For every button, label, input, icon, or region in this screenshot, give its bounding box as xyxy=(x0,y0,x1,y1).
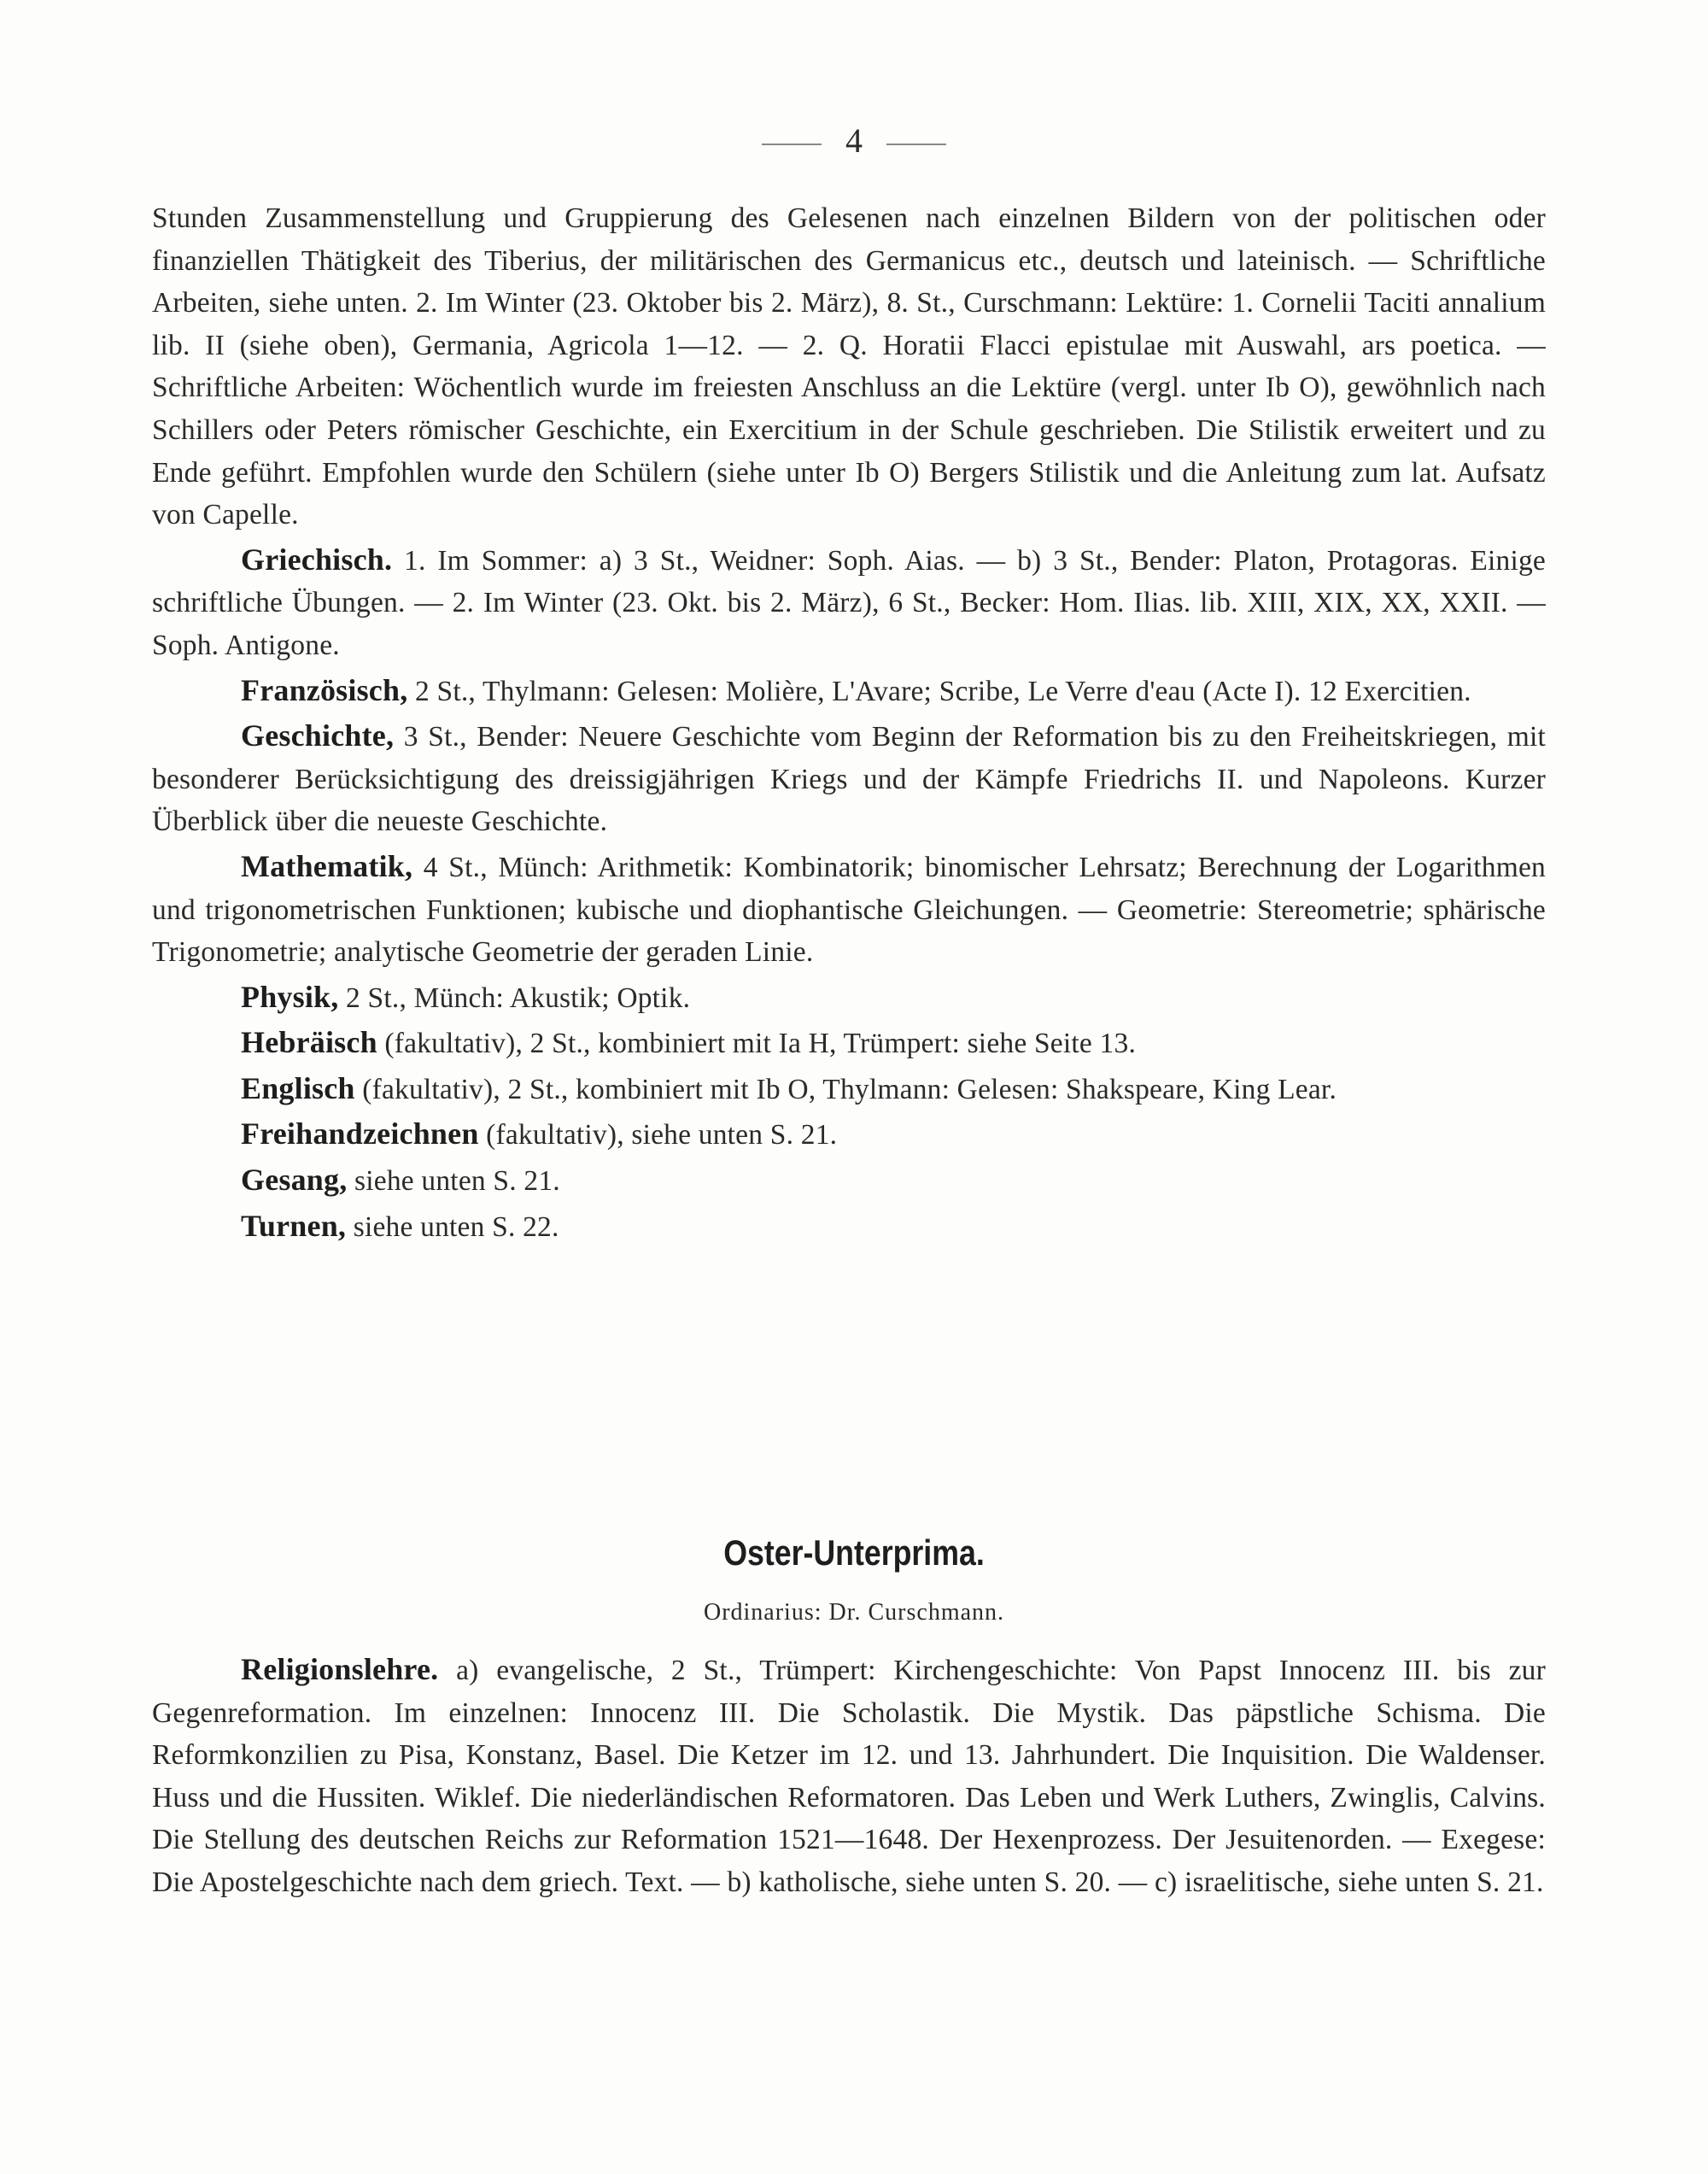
paragraph-freihandzeichnen xyxy=(152,1113,1546,1157)
subject-title: Französisch, xyxy=(241,672,408,707)
section-heading: Oster-Unterprima. xyxy=(723,1532,985,1573)
subject-title: Geschichte, xyxy=(241,718,395,753)
header-rule-right xyxy=(886,144,946,145)
subject-text: (fakultativ), 2 St., kombiniert mit Ib O, Thylmann: Gelesen: Shakspeare, King Lear. xyxy=(362,1073,1337,1105)
subject-title: Physik, xyxy=(241,979,339,1014)
paragraph-turnen xyxy=(152,1205,1546,1249)
paragraph-latin-continuation: Stunden Zusammenstellung und Gruppierung des Gelesenen nach einzelnen Bildern von der politischen oder finanziellen Thätigkeit des Tiberius, der militärischen des Germanicus etc., deutsch und lateinisch. — Schriftliche Arbeiten, siehe unten. 2. Im Winter (23. Oktober bis 2. März), 8. St., Curschmann: Lektüre: 1. Cornelii Taciti annalium lib. II (siehe oben), Germania, Agricola 1—12. — 2. Q. Horatii Flacci epistulae mit Auswahl, ars poetica. — Schriftliche Arbeiten: Wöchentlich wurde im freiesten Anschluss an die Lektüre (vergl. unter Ib O), gewöhnlich nach Schillers oder Peters römischer Geschichte, ein Exercitium in der Schule geschrieben. Die Stilistik erweitert und zu Ende geführt. Empfohlen wurde den Schülern (siehe unter Ib O) Bergers Stilistik und die Anleitung zum lat. Aufsatz von Capelle. xyxy=(152,202,1546,531)
subject-text: siehe unten S. 21. xyxy=(354,1165,560,1198)
subject-text: 4 St., Münch: Arithmetik: Kombinatorik; binomischer Lehrsatz; Berechnung der Logarithmen und trigonometrischen Funktionen; kubische und diophantische Gleichungen. — Geometrie: Stereometrie; sphärische Trigonometrie; analytische Geometrie der geraden Linie. xyxy=(152,851,1546,969)
subject-text: 1. Im Sommer: a) 3 St., Weidner: Soph. Aias. — b) 3 St., Bender: Platon, Protagoras. Einige schriftliche Übungen. — 2. Im Winter (23. Okt. bis 2. März), 6 St., Becker: Hom. Ilias. lib. XIII, XIX, XX, XXII. — Soph. Antigone. xyxy=(152,544,1546,661)
paragraph-griechisch xyxy=(152,539,1546,667)
subject-text: 2 St., Thylmann: Gelesen: Molière, L'Avare; Scribe, Le Verre d'eau (Acte I). 12 Exercitien. xyxy=(414,675,1471,707)
subject-title: Mathematik, xyxy=(241,848,413,883)
subject-title: Freihandzeichnen xyxy=(241,1116,479,1151)
subject-title: Religionslehre. xyxy=(241,1652,439,1686)
subject-text: (fakultativ), 2 St., kombiniert mit Ia H, Trümpert: siehe Seite 13. xyxy=(384,1028,1137,1060)
paragraph-religionslehre xyxy=(152,1649,1546,1904)
section-ordinarius: Ordinarius: Dr. Curschmann. xyxy=(703,1599,1005,1626)
subject-title: Hebräisch xyxy=(241,1025,377,1060)
paragraph-hebraeisch xyxy=(152,1022,1546,1065)
header-rule-left xyxy=(762,144,822,145)
paragraph-geschichte xyxy=(152,715,1546,843)
paragraph-gesang xyxy=(152,1159,1546,1203)
paragraph-physik xyxy=(152,976,1546,1020)
lower-text-block xyxy=(152,1649,1546,1907)
subject-text: (fakultativ), siehe unten S. 21. xyxy=(486,1119,838,1151)
subject-text: a) evangelische, 2 St., Trümpert: Kirchengeschichte: Von Papst Innocenz III. bis zur Gegenreformation. Im einzelnen: Innocenz III. Die Scholastik. Die Mystik. Das päpstliche Schisma. Die Reformkonzilien zu Pisa, Konstanz, Basel. Die Ketzer im 12. und 13. Jahrhundert. Die Inquisition. Die Waldenser. Huss und die Hussiten. Wiklef. Die niederländischen Reformatoren. Das Leben und Werk Luthers, Zwinglis, Calvins. Die Stellung des deutschen Reichs zur Reformation 1521—1648. Der Hexenprozess. Der Jesuitenorden. — Exegese: Die Apostelgeschichte nach dem griech. Text. — b) katholische, siehe unten S. 20. — c) israelitische, siehe unten S. 21. xyxy=(152,1655,1546,1898)
subject-text: siehe unten S. 22. xyxy=(353,1210,559,1243)
paragraph-mathematik xyxy=(152,846,1546,974)
page-number: 4 xyxy=(845,121,863,160)
page-header xyxy=(0,120,1708,162)
subject-title: Turnen, xyxy=(241,1208,347,1243)
subject-title: Gesang, xyxy=(241,1163,348,1198)
subject-title: Englisch xyxy=(241,1070,355,1105)
subject-title: Griechisch. xyxy=(241,542,393,577)
subject-text: 3 St., Bender: Neuere Geschichte vom Beginn der Reformation bis zu den Freiheitskriegen, mit besonderer Berücksichtigung des dreissigjährigen Kriegs und der Kämpfe Friedrichs II. und Napoleons. Kurzer Überblick über die neueste Geschichte. xyxy=(152,721,1547,838)
upper-text-block xyxy=(152,197,1546,1251)
paragraph-franzoesisch xyxy=(152,670,1546,713)
paragraph-englisch xyxy=(152,1068,1546,1111)
subject-text: 2 St., Münch: Akustik; Optik. xyxy=(346,982,691,1014)
